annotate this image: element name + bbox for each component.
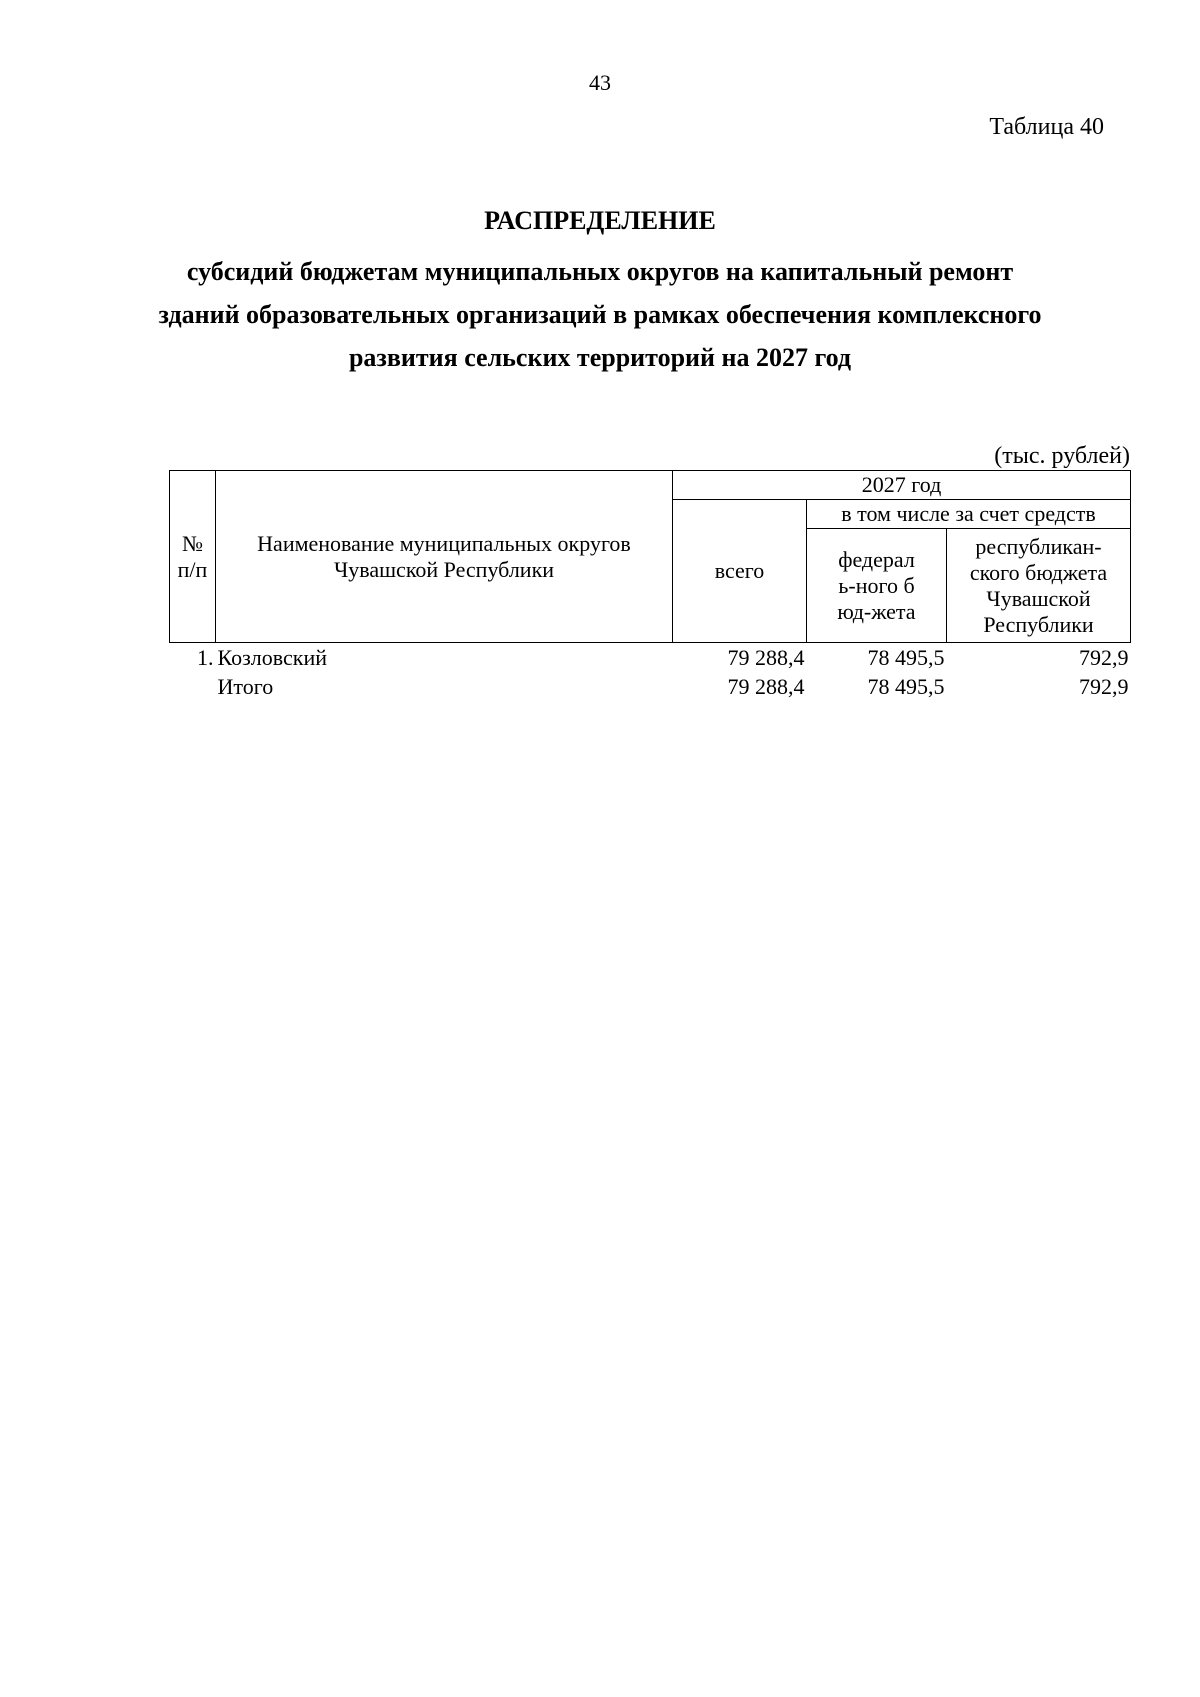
document-title: РАСПРЕДЕЛЕНИЕ <box>484 206 716 235</box>
table-row <box>170 643 1131 673</box>
units-label: (тыс. рублей) <box>994 443 1130 469</box>
header-number-text: № п/п <box>177 530 208 582</box>
row-federal: 78 495,5 <box>867 645 945 670</box>
row-republic: 792,9 <box>1079 674 1129 699</box>
distribution-table <box>169 470 1131 701</box>
header-number <box>170 471 216 643</box>
header-year: 2027 год <box>673 471 1131 500</box>
page-number: 43 <box>589 70 611 95</box>
row-name: Итого <box>217 674 274 699</box>
row-total: 79 288,4 <box>727 645 805 670</box>
header-name-text: Наименование муниципальных округов Чувашской Республики <box>257 530 631 582</box>
row-number <box>170 672 216 701</box>
row-total: 79 288,4 <box>727 674 805 699</box>
document-subtitle: субсидий бюджетам муниципальных округов на капитальный ремонт зданий образовательных организаций в рамках обеспечения комплексного развития сельских территорий на 2027 год <box>158 257 1042 372</box>
header-total: всего <box>673 500 807 643</box>
row-republic: 792,9 <box>1079 645 1129 670</box>
row-federal: 78 495,5 <box>867 674 945 699</box>
header-name <box>216 471 673 643</box>
header-republic-text: республикан-ского бюджета Чувашской Республики <box>969 533 1108 637</box>
header-federal <box>807 529 947 643</box>
row-name: Козловский <box>217 645 328 670</box>
header-federal-text: федераль-ного бюд-жета <box>837 546 916 624</box>
row-number: 1. <box>197 645 214 670</box>
header-republic <box>947 529 1131 643</box>
table-caption: Таблица 40 <box>989 114 1104 140</box>
table-row-total <box>170 672 1131 701</box>
header-including: в том числе за счет средств <box>807 500 1131 529</box>
